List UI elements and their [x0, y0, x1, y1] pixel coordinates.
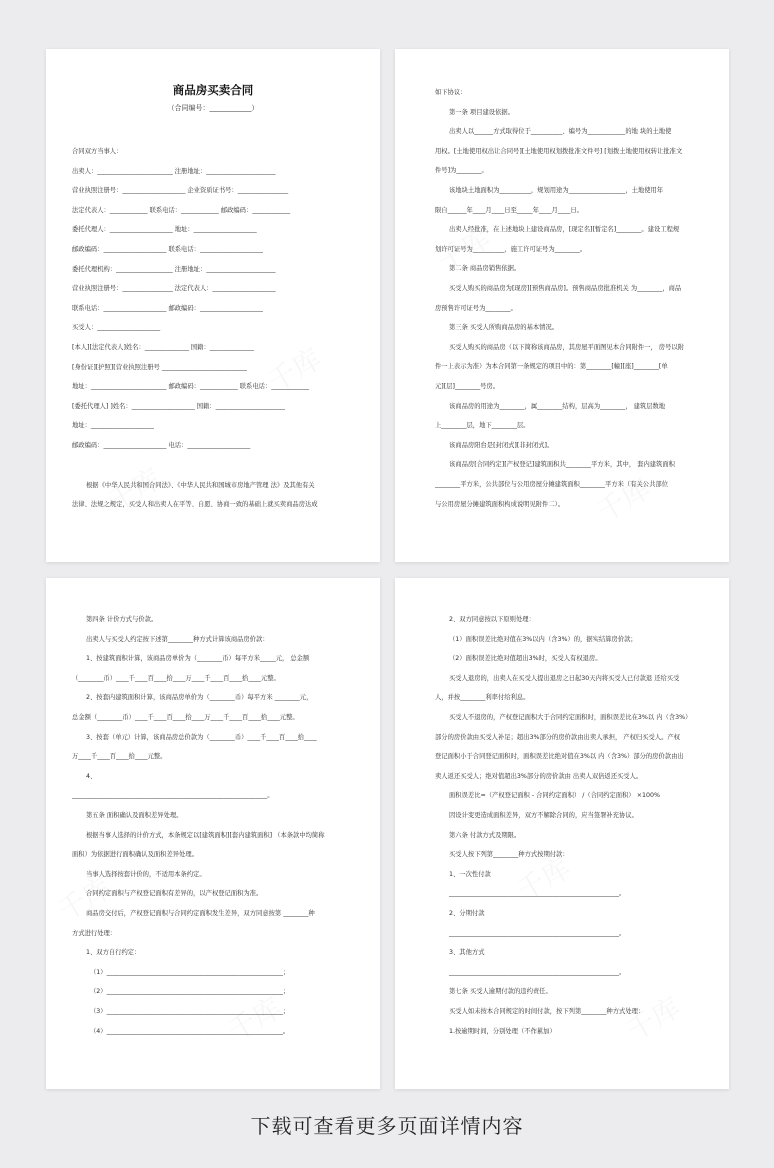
- contract-text-line: ______________________________________________________。: [449, 968, 626, 976]
- contract-page-1: [46, 49, 380, 562]
- contract-text-line: 地址：____________________: [72, 422, 154, 430]
- contract-page-2: [395, 49, 729, 562]
- contract-text-line: 如下协议：: [435, 89, 467, 96]
- contract-text-line: 第二条 商品房销售依据。: [449, 265, 521, 273]
- contract-text-line: 用权。[土地使用权出让合同号][土地使用权划拨批准文件号] [划拨土地使用权转让批准文: [435, 147, 683, 155]
- contract-text-line: 登记面积小于合同登记面积时，面积误差比绝对值在3%以 内（含3%）部分的房价款由出: [435, 753, 684, 761]
- watermark: [589, 468, 658, 531]
- contract-text-line: 第五条 面积确认及面积差异处理。: [86, 812, 183, 819]
- contract-page-3: [46, 578, 380, 1089]
- contract-text-line: 第四条 计价方式与价款。: [86, 616, 158, 623]
- contract-text-line: 买受人如未按本合同规定的时间付款，按下列第________种方式处理：: [449, 1008, 645, 1015]
- contract-text-line: 上________层，地下________层。: [435, 422, 530, 430]
- contract-text-line: 1.按逾期时间，分别处理（不作累加）: [449, 1027, 556, 1035]
- contract-text-line: 买受人不退房的，产权登记面积大于合同约定面积时，面积误差比在3%以 内（含3%）: [449, 714, 692, 721]
- download-more-note: 下载可查看更多页面详情内容: [250, 1114, 524, 1138]
- contract-text-line: 房预售许可证号为________。: [435, 304, 517, 312]
- contract-text-line: 限自______年____月____日至_____年____月____日。: [435, 206, 583, 214]
- contract-text-line: （2）________________________________________________________；: [90, 988, 290, 996]
- contract-text-line: 该商品房[合同约定][产权登记]建筑面积共________平方米，其中， 套内建筑面积: [449, 461, 675, 469]
- contract-text-line: 该地块土地面积为__________，规划用途为__________________，土地使用年: [449, 187, 664, 194]
- contract-text-line: [本人][法定代表人]姓名：______________ 国籍：______________: [72, 344, 254, 351]
- contract-text-line: （1）面积误差比绝对值在3%以内（含3%）的，据实结算房价款；: [449, 635, 637, 643]
- contract-text-line: 买受人退房的，出卖人在买受人提出退房之日起30天内将买受人已付款退 还给买受: [449, 674, 680, 682]
- contract-text-line: ______________________________________________________。: [449, 929, 626, 937]
- contract-text-line: 件号]为________。: [435, 167, 488, 175]
- contract-text-line: [委托代理人] ]姓名：____________________ 国籍：______________________: [72, 402, 285, 410]
- contract-text-line: 邮政编码：____________________ 电话：____________________: [72, 442, 251, 449]
- contract-text-line: （4）________________________________________________________。: [90, 1027, 290, 1035]
- contract-text-line: 元][层]________号房。: [435, 383, 500, 390]
- contract-text-line: ________平方米，公共部位与公用房屋分摊建筑面积________平方米（有关公共部位: [435, 481, 668, 488]
- contract-text-line: 第一条 项目建设依据。: [449, 108, 514, 116]
- contract-text-line: 联系电话：____________________ 邮政编码：____________________: [72, 304, 263, 312]
- contract-text-line: （3）________________________________________________________；: [90, 1008, 290, 1015]
- contract-text-line: 3、其他方式: [449, 949, 485, 957]
- contract-text-line: 面积误差比=（产权登记面积 - 合同约定面积） /（合同约定面积） ×100%: [449, 792, 660, 800]
- contract-text-line: 人，并按________利率付给利息。: [435, 694, 530, 702]
- contract-text-line: 1、双方自行约定：: [86, 949, 141, 957]
- contract-text-line: 法定代表人：____________ 联系电话：____________ 邮政编码：____________: [72, 206, 291, 214]
- contract-text-line: （1）________________________________________________________；: [90, 968, 290, 976]
- contract-text-line: 根据《中华人民共和国合同法》、《中华人民共和国城市房地产管理 法》及其他有关: [86, 482, 315, 489]
- contract-text-line: 出卖人以______方式取得位于__________、编号为____________的地 块的土地使: [449, 128, 672, 136]
- contract-text-line: 买受人购买的商品房（以下简称该商品房，其房屋平面图见本合同附件一， 房号以附: [449, 343, 684, 351]
- contract-text-line: 4、: [86, 772, 97, 780]
- contract-text-line: 2、分期付款: [449, 910, 485, 917]
- contract-text-line: 根据当事人选择的计价方式，本条规定以[建筑面积][套内建筑面积] （本条款中均简称: [86, 831, 325, 839]
- contract-text-line: 商品房交付后，产权登记面积与合同约定面积发生差异，双方同意按第 ________种: [86, 910, 315, 917]
- contract-text-line: ______________________________________________________________。: [72, 792, 274, 800]
- contract-text-line: 因设计变更造成面积差异，双方不解除合同的，应当签署补充协议。: [449, 812, 638, 819]
- contract-text-line: 营业执照注册号：____________________ 企业资质证书号：________________: [72, 187, 289, 195]
- contract-page-4: [395, 578, 729, 1089]
- contract-number: （合同编号：____________）: [167, 104, 259, 112]
- contract-text-line: 委托代理机构：__________________ 注册地址：______________________: [72, 265, 276, 273]
- contract-text-line: 出卖人与买受人约定按下述第________种方式计算该商品房价款：: [86, 635, 269, 643]
- contract-text-line: 该商品房阳台是[封闭式][非封闭式]。: [449, 441, 554, 449]
- contract-text-line: 营业执照注册号：________________ 法定代表人：____________________: [72, 285, 276, 293]
- contract-text-line: 第三条 买受人所购商品房的基本情况。: [449, 324, 559, 332]
- contract-text-line: 与公用房屋分摊建筑面积构成说明见附件二）。: [435, 500, 565, 508]
- contract-text-line: ______________________________________________________。: [449, 890, 626, 898]
- contract-text-line: 1、一次性付款: [449, 870, 491, 878]
- contract-text-line: 买受人购买的商品房为[现房][预售商品房]。预售商品房批准机关 为________，商品: [449, 285, 682, 292]
- contract-text-line: 第七条 买受人逾期付款的违约责任。: [449, 988, 552, 996]
- contract-text-line: （________币）____千____百____拾____万____千____百____拾____元整。: [72, 674, 280, 682]
- contract-text-line: 方式进行处理：: [72, 929, 117, 937]
- watermark: [619, 987, 688, 1050]
- contract-text-line: 3、按套（单元）计算，该商品房总价款为（________币）____千____百____拾____: [86, 733, 317, 741]
- contract-text-line: 该商品房的用途为________，属________结构，层高为________， 建筑层数地: [449, 402, 666, 410]
- contract-text-line: [身份证][护照][营业执照注册号 ___________________________: [72, 363, 247, 371]
- contract-text-line: 当事人选择按套计价的，不适用本条约定。: [86, 870, 206, 878]
- contract-text-line: 部分的房价款由买受人补足；超出3%部分的房价款由出卖人承担， 产权归买受人。产权: [435, 733, 680, 741]
- contract-text-line: 委托代理人：____________________ 地址：____________________: [72, 226, 257, 234]
- contract-text-line: 面积）为依据进行面积确认及面积差异处理。: [72, 851, 198, 859]
- contract-text-line: 件一上表示为准）为本合同第一条规定的项目中的：第________[幢][座]________[单: [435, 363, 668, 371]
- contract-text-line: 合同约定面积与产权登记面积有差异的，以产权登记面积为准。: [86, 890, 263, 898]
- contract-text-line: 出卖人：________________________ 注册地址：______________________: [72, 167, 276, 175]
- contract-text-line: 第六条 付款方式及期限。: [449, 831, 521, 839]
- contract-text-line: （2）面积误差比绝对值超出3%时，买受人有权退房。: [449, 655, 602, 663]
- contract-text-line: 1、按建筑面积计算，该商品房单价为（________币）每平方米_____元， 总金额: [86, 655, 310, 663]
- contract-text-line: 邮政编码：____________________ 联系电话：____________________: [72, 246, 263, 253]
- contract-text-line: 买受人：____________________: [72, 324, 161, 332]
- contract-text-line: 总金额（________币）____千____百____拾____万____千____百____拾____元整。: [72, 714, 299, 721]
- contract-text-line: 划许可证号为__________，施工许可证号为________。: [435, 245, 587, 253]
- document-title: 商品房买卖合同: [172, 83, 254, 97]
- contract-text-line: 2、按套内建筑面积计算，该商品房单价为（________币）每平方米 ________元，: [86, 694, 313, 702]
- contract-text-line: 法律、法规之规定，买受人和出卖人在平等、自愿、协商一致的基础上就买卖商品房达成: [72, 501, 318, 508]
- contract-text-line: 万____千____百____拾____元整。: [72, 753, 167, 761]
- contract-text-line: 出卖人经批准，在上述地块上建设商品房，[现定名][暂定名]________。建设工程规: [449, 226, 680, 234]
- contract-text-line: 地址：________________________ 邮政编码：____________ 联系电话：____________: [72, 383, 309, 391]
- contract-text-line: 合同双方当事人：: [72, 148, 123, 155]
- contract-text-line: 2、双方同意按以下原则处理：: [449, 616, 535, 623]
- contract-text-line: 买受人按下列第________种方式按期付款：: [449, 851, 569, 859]
- contract-text-line: 卖人返还买受人；绝对值超出3%部分的房价款由 出卖人双倍返还买受人。: [435, 772, 643, 780]
